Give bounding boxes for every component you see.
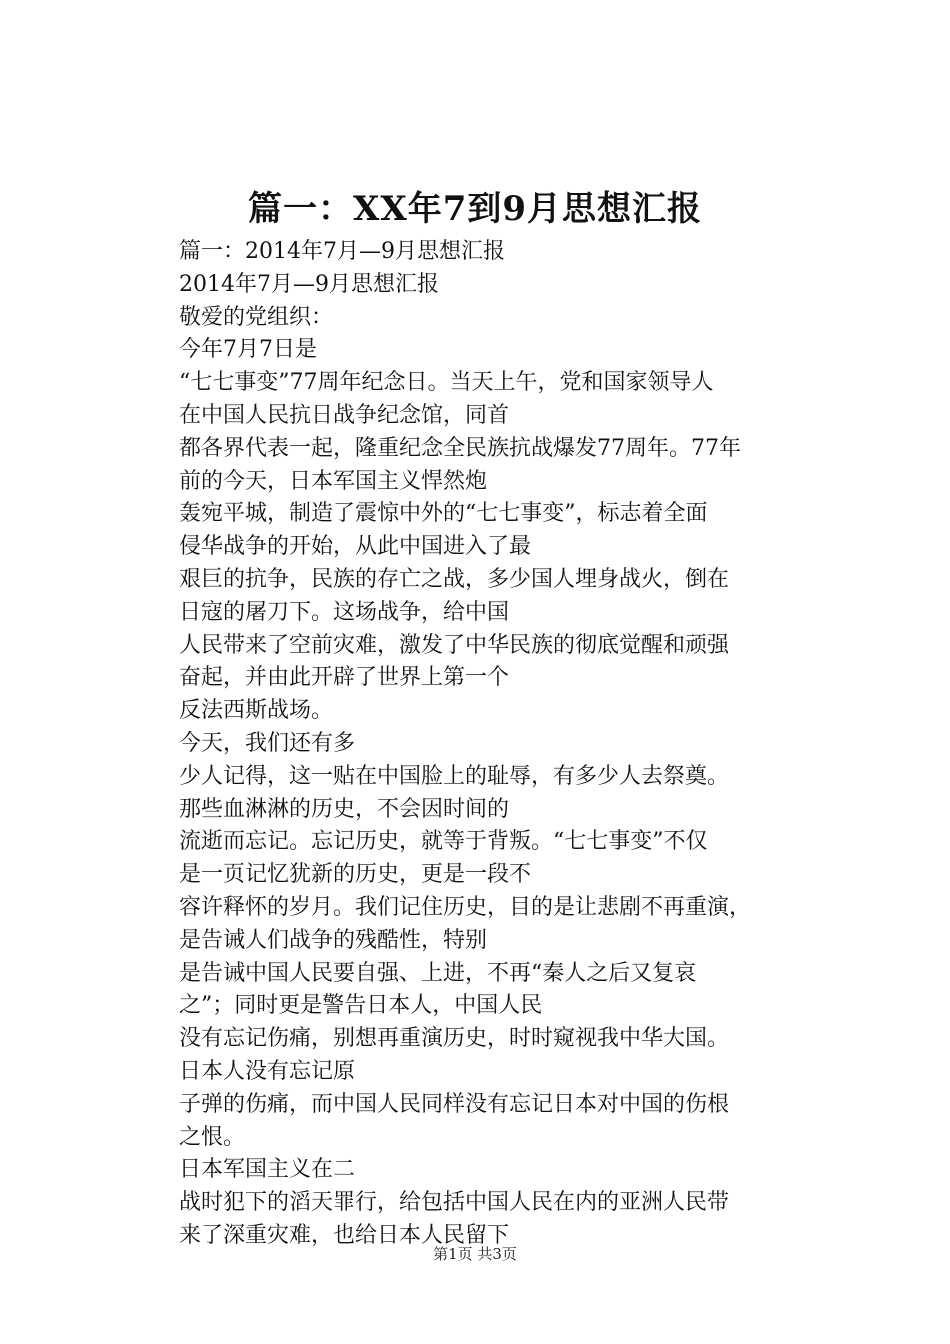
paragraph-line: 日寇的屠刀下。这场战争，给中国: [179, 599, 510, 625]
paragraph-line: 战时犯下的滔天罪行，给包括中国人民在内的亚洲人民带: [179, 1190, 730, 1216]
paragraph-line: 是告诫中国人民要自强、上进，不再“秦人之后又复哀: [179, 960, 697, 986]
paragraph: [131, 1089, 843, 1155]
paragraph: [131, 695, 843, 728]
paragraph-line: 少人记得，这一贴在中国脸上的耻辱，有多少人去祭奠。: [179, 763, 730, 789]
document-body: [131, 236, 843, 1253]
paragraph-line: 之”；同时更是警告日本人，中国人民: [179, 993, 543, 1019]
document-title: 篇一：XX年7到9月思想汇报: [247, 189, 703, 229]
paragraph: [131, 826, 843, 892]
paragraph: [131, 1187, 843, 1253]
paragraph: [131, 1056, 843, 1089]
paragraph: [131, 1023, 843, 1056]
paragraph-line: 之恨。: [179, 1124, 246, 1150]
paragraph-line: 容许释怀的岁月。我们记住历史，目的是让悲剧不再重演，: [179, 894, 752, 920]
paragraph-line: 今年7月7日是: [179, 337, 317, 363]
paragraph: [131, 334, 843, 367]
paragraph: [131, 761, 843, 827]
paragraph: [131, 728, 843, 761]
paragraph-line: 在中国人民抗日战争纪念馆，同首: [179, 402, 510, 428]
paragraph-line: 敬爱的党组织：: [179, 304, 334, 330]
paragraph-line: 日本军国主义在二: [179, 1157, 356, 1183]
paragraph-line: 日本人没有忘记原: [179, 1058, 356, 1084]
paragraph: [131, 302, 843, 335]
paragraph: [131, 1154, 843, 1187]
paragraph: [131, 269, 843, 302]
paragraph-line: 奋起，并由此开辟了世界上第一个: [179, 665, 510, 691]
paragraph-line: 篇一：2014年7月—9月思想汇报: [179, 239, 505, 264]
paragraph: [131, 958, 843, 1024]
paragraph: [131, 630, 843, 696]
paragraph-line: 那些血淋淋的历史，不会因时间的: [179, 796, 510, 822]
paragraph-line: 子弹的伤痛，而中国人民同样没有忘记日本对中国的伤根: [179, 1091, 730, 1117]
paragraph-line: 是一页记忆犹新的历史，更是一段不: [179, 862, 532, 888]
paragraph: [131, 367, 843, 433]
paragraph-line: 都各界代表一起，隆重纪念全民族抗战爆发77周年。77年: [179, 435, 741, 461]
page-footer: 第1页 共3页: [433, 1245, 517, 1263]
paragraph-line: “七七事变”77周年纪念日。当天上午，党和国家领导人: [179, 370, 714, 396]
paragraph: [131, 564, 843, 630]
paragraph-line: 反法西斯战场。: [179, 698, 334, 724]
paragraph-line: 流逝而忘记。忘记历史，就等于背叛。“七七事变”不仅: [179, 829, 708, 855]
paragraph-line: 轰宛平城，制造了震惊中外的“七七事变”，标志着全面: [179, 501, 708, 527]
paragraph-line: 艰巨的抗争，民族的存亡之战，多少国人埋身战火，倒在: [179, 566, 730, 592]
paragraph: [131, 236, 843, 269]
paragraph-line: 今天，我们还有多: [179, 730, 356, 756]
paragraph: [131, 892, 843, 958]
paragraph-line: 2014年7月—9月思想汇报: [179, 271, 439, 297]
paragraph-line: 是告诫人们战争的残酷性，特别: [179, 927, 488, 953]
paragraph: [131, 498, 843, 564]
paragraph: [131, 433, 843, 499]
paragraph-line: 人民带来了空前灾难，激发了中华民族的彻底觉醒和顽强: [179, 632, 730, 658]
paragraph-line: 侵华战争的开始，从此中国进入了最: [179, 534, 532, 560]
paragraph-line: 前的今天，日本军国主义悍然炮: [179, 468, 488, 494]
paragraph-line: 没有忘记伤痛，别想再重演历史，时时窥视我中华大国。: [179, 1026, 730, 1052]
paragraph-line: 来了深重灾难，也给日本人民留下: [179, 1222, 510, 1248]
